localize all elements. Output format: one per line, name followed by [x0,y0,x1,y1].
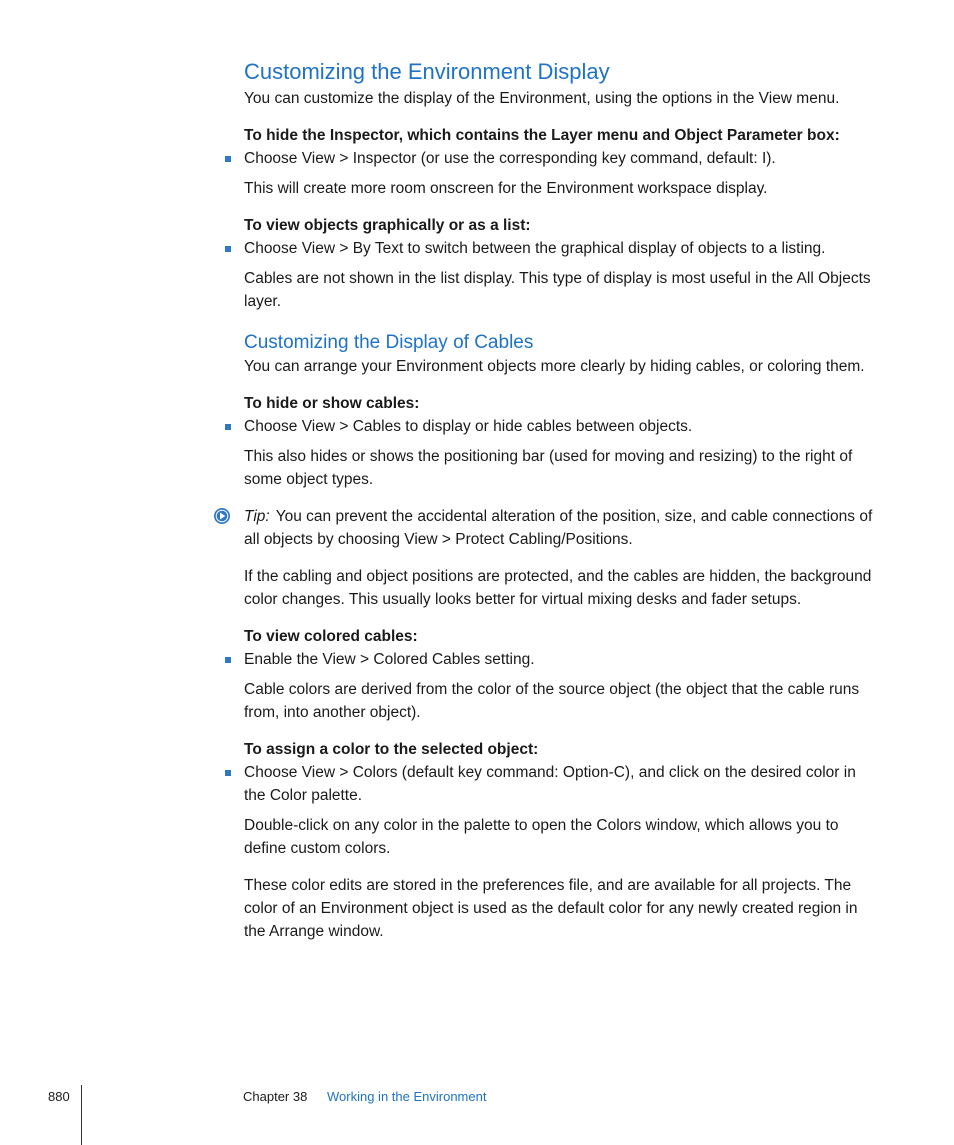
note-paragraph: Double-click on any color in the palette to open the Colors window, which allows you to define custom colors. [244,817,839,857]
bullet-square-icon [225,156,231,162]
task-title: To assign a color to the selected object: [244,741,539,758]
section-heading: Customizing the Environment Display [244,59,610,84]
bullet-text: Choose View > Colors (default key command: Option-C), and click on the desired color in the Color palette. [244,764,856,804]
intro-paragraph: You can customize the display of the Environment, using the options in the View menu. [244,90,840,107]
bullet-item [244,237,874,260]
arrow-right-circle-icon [213,507,231,525]
task-title: To hide or show cables: [244,395,420,412]
bullet-text: Choose View > Inspector (or use the corresponding key command, default: I). [244,150,776,167]
page-content [244,58,874,943]
tip-block [244,505,874,551]
subsection-heading: Customizing the Display of Cables [244,332,534,353]
note-paragraph: Cable colors are derived from the color of the source object (the object that the cable runs from, into another object). [244,681,860,721]
bullet-square-icon [225,770,231,776]
intro-paragraph: You can arrange your Environment objects more clearly by hiding cables, or coloring them. [244,358,865,375]
task-title: To view colored cables: [244,628,418,645]
note-paragraph: Cables are not shown in the list display. This type of display is most useful in the All Objects layer. [244,270,871,310]
bullet-square-icon [225,246,231,252]
note-paragraph: This also hides or shows the positioning bar (used for moving and resizing) to the right of some object types. [244,448,853,488]
bullet-text: Enable the View > Colored Cables setting. [244,651,535,668]
tip-text: You can prevent the accidental alteration of the position, size, and cable connections of all objects by choosing View > Protect Cabling/Positions. [244,508,873,548]
task-title: To view objects graphically or as a list: [244,217,531,234]
bullet-item [244,761,874,807]
tip-paragraph [244,505,874,551]
closing-paragraph: These color edits are stored in the preferences file, and are available for all projects. The color of an Environment object is used as the default color for any newly created region in the Arrange window. [244,877,858,940]
note-paragraph: This will create more room onscreen for the Environment workspace display. [244,180,768,197]
bullet-item [244,415,874,438]
bullet-item [244,648,874,671]
bullet-text: Choose View > Cables to display or hide cables between objects. [244,418,693,435]
task-title: To hide the Inspector, which contains the Layer menu and Object Parameter box: [244,127,840,144]
tip-label: Tip: [244,508,270,525]
bullet-item [244,147,874,170]
note-paragraph: If the cabling and object positions are protected, and the cables are hidden, the background color changes. This usually looks better for virtual mixing desks and fader setups. [244,568,872,608]
bullet-text: Choose View > By Text to switch between the graphical display of objects to a listing. [244,240,826,257]
chapter-label: Chapter 38 [243,1089,308,1104]
chapter-title-link[interactable]: Working in the Environment [327,1089,487,1104]
bullet-square-icon [225,424,231,430]
page-number: 880 [48,1089,70,1104]
footer-divider [81,1085,82,1145]
bullet-square-icon [225,657,231,663]
